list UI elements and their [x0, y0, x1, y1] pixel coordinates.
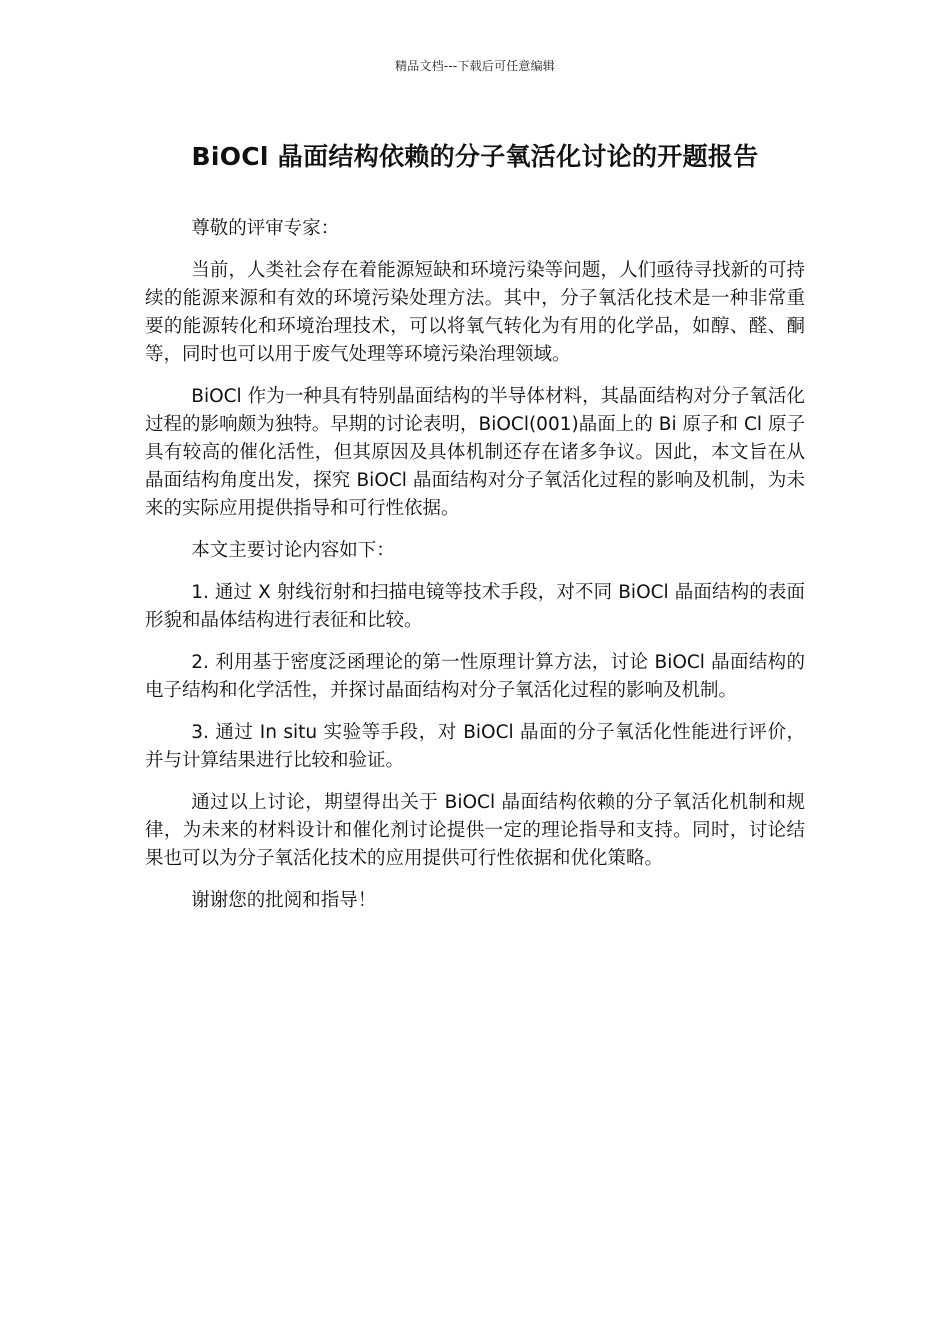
paragraph-contents-intro: 本文主要讨论内容如下：: [191, 540, 395, 561]
list-item-1: 1. 通过 X 射线衍射和扫描电镜等技术手段，对不同 BiOCl 晶面结构的表面形貌和晶体结构进行表征和比较。: [145, 582, 805, 631]
page-header: 精品文档---下载后可任意编辑: [395, 59, 555, 73]
paragraph-background: 当前，人类社会存在着能源短缺和环境污染等问题，人们亟待寻找新的可持续的能源来源和有效的环境污染处理方法。其中，分子氧活化技术是一种非常重要的能源转化和环境治理技术，可以将氧气转化为有用的化学品，如醇、醛、酮等，同时也可以用于废气处理等环境污染治理领域。: [145, 260, 805, 365]
list-item-2: 2. 利用基于密度泛函理论的第一性原理计算方法，讨论 BiOCl 晶面结构的电子结构和化学活性，并探讨晶面结构对分子氧活化过程的影响及机制。: [145, 652, 805, 701]
document-title: BiOCl 晶面结构依赖的分子氧活化讨论的开题报告: [191, 142, 759, 171]
list-item-3: 3. 通过 In situ 实验等手段，对 BiOCl 晶面的分子氧活化性能进行评价，并与计算结果进行比较和验证。: [145, 722, 805, 771]
document-body: [145, 215, 805, 929]
paragraph-biocl-intro: BiOCl 作为一种具有特别晶面结构的半导体材料，其晶面结构对分子氧活化过程的影响颇为独特。早期的讨论表明，BiOCl(001)晶面上的 Bi 原子和 Cl 原子具有较高的催化活性，但其原因及具体机制还存在诸多争议。因此，本文旨在从晶面结构角度出发，探究 BiOCl 晶面结构对分子氧活化过程的影响及机制，为未来的实际应用提供指导和可行性依据。: [145, 386, 805, 519]
closing-thanks: 谢谢您的批阅和指导！: [191, 890, 377, 911]
salutation: 尊敬的评审专家：: [191, 218, 340, 239]
paragraph-conclusion: 通过以上讨论，期望得出关于 BiOCl 晶面结构依赖的分子氧活化机制和规律，为未来的材料设计和催化剂讨论提供一定的理论指导和支持。同时，讨论结果也可以为分子氧活化技术的应用提供可行性依据和优化策略。: [145, 792, 805, 869]
